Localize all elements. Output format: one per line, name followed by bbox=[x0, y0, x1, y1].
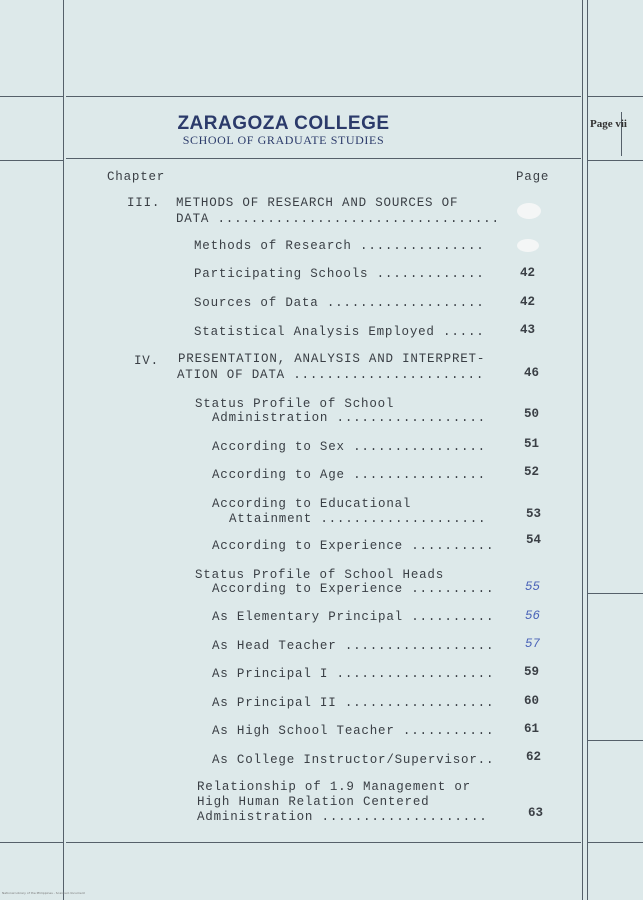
toc-page-number: 50 bbox=[524, 407, 540, 421]
header-top-rule bbox=[66, 96, 581, 97]
toc-entry: Attainment .................... bbox=[229, 512, 487, 526]
page-tag: Page vii bbox=[590, 118, 627, 130]
toc-page-number: 43 bbox=[520, 323, 536, 337]
left-edge-rule-top bbox=[0, 96, 63, 97]
toc-section-title: High Human Relation Centered bbox=[197, 795, 430, 809]
toc-page-number: 56 bbox=[525, 609, 541, 623]
toc-entry: According to Age ................ bbox=[212, 468, 486, 482]
toc-page-number: 54 bbox=[526, 533, 542, 547]
toc-section-title: Status Profile of School bbox=[195, 397, 395, 411]
toc-entry: According to Experience .......... bbox=[212, 582, 495, 596]
toc-entry: As Principal I ................... bbox=[212, 667, 495, 681]
toc-page-number: 53 bbox=[526, 507, 542, 521]
toc-page-number: 57 bbox=[525, 637, 541, 651]
toc-section-title: Relationship of 1.9 Management or bbox=[197, 780, 471, 794]
chapter-heading: Chapter bbox=[107, 170, 166, 184]
toc-chapter-title: PRESENTATION, ANALYSIS AND INTERPRET- bbox=[178, 352, 486, 366]
page-heading: Page bbox=[516, 170, 550, 184]
college-name: ZARAGOZA COLLEGE bbox=[177, 113, 390, 134]
toc-page-number: 55 bbox=[525, 580, 541, 594]
toc-chapter-title: METHODS OF RESEARCH AND SOURCES OF bbox=[176, 196, 459, 210]
toc-entry: Statistical Analysis Employed ..... bbox=[194, 325, 485, 339]
toc-chapter-title: DATA .................................. bbox=[176, 212, 500, 226]
right-edge-rule-low bbox=[588, 593, 643, 594]
toc-entry: According to Educational bbox=[212, 497, 412, 511]
school-name: SCHOOL OF GRADUATE STUDIES bbox=[182, 133, 385, 147]
footer-rule bbox=[66, 842, 581, 843]
toc-page-number: 62 bbox=[526, 750, 542, 764]
header-bottom-rule bbox=[66, 158, 581, 159]
right-edge-rule-top bbox=[588, 96, 643, 97]
toc-page-number: 60 bbox=[524, 694, 540, 708]
toc-page-number: 51 bbox=[524, 437, 540, 451]
scan-footer-note: National Library of the Philippines - Scanned document bbox=[2, 891, 85, 895]
toc-entry: Sources of Data ................... bbox=[194, 296, 485, 310]
toc-entry: As Principal II .................. bbox=[212, 696, 495, 710]
toc-entry: As Head Teacher .................. bbox=[212, 639, 495, 653]
toc-page-number: 63 bbox=[528, 806, 544, 820]
toc-page-number: 42 bbox=[520, 266, 536, 280]
toc-page-number: 61 bbox=[524, 722, 540, 736]
toc-entry: Administration .................... bbox=[197, 810, 488, 824]
toc-entry: As Elementary Principal .......... bbox=[212, 610, 495, 624]
toc-chapter-number: III. bbox=[127, 196, 161, 210]
toc-page-number: 42 bbox=[520, 295, 536, 309]
toc-entry: Administration .................. bbox=[212, 411, 486, 425]
toc-page-number: 52 bbox=[524, 465, 540, 479]
toc-entry: According to Sex ................ bbox=[212, 440, 486, 454]
toc-entry: Participating Schools ............. bbox=[194, 267, 485, 281]
correction-mark bbox=[517, 203, 541, 219]
left-edge-rule-bottom bbox=[0, 842, 63, 843]
toc-chapter-title: ATION OF DATA ....................... bbox=[177, 368, 485, 382]
right-edge-rule-bottom bbox=[588, 842, 643, 843]
toc-page-number: 46 bbox=[524, 366, 540, 380]
correction-mark bbox=[517, 239, 539, 252]
toc-chapter-number: IV. bbox=[134, 354, 159, 368]
right-edge-rule-lower bbox=[588, 740, 643, 741]
toc-entry: Methods of Research ............... bbox=[194, 239, 485, 253]
toc-section-title: Status Profile of School Heads bbox=[195, 568, 445, 582]
toc-entry: According to Experience .......... bbox=[212, 539, 495, 553]
right-edge-rule-mid bbox=[588, 160, 643, 161]
toc-page-number: 59 bbox=[524, 665, 540, 679]
left-edge-rule-mid bbox=[0, 160, 63, 161]
toc-entry: As College Instructor/Supervisor.. bbox=[212, 753, 495, 767]
toc-entry: As High School Teacher ........... bbox=[212, 724, 495, 738]
